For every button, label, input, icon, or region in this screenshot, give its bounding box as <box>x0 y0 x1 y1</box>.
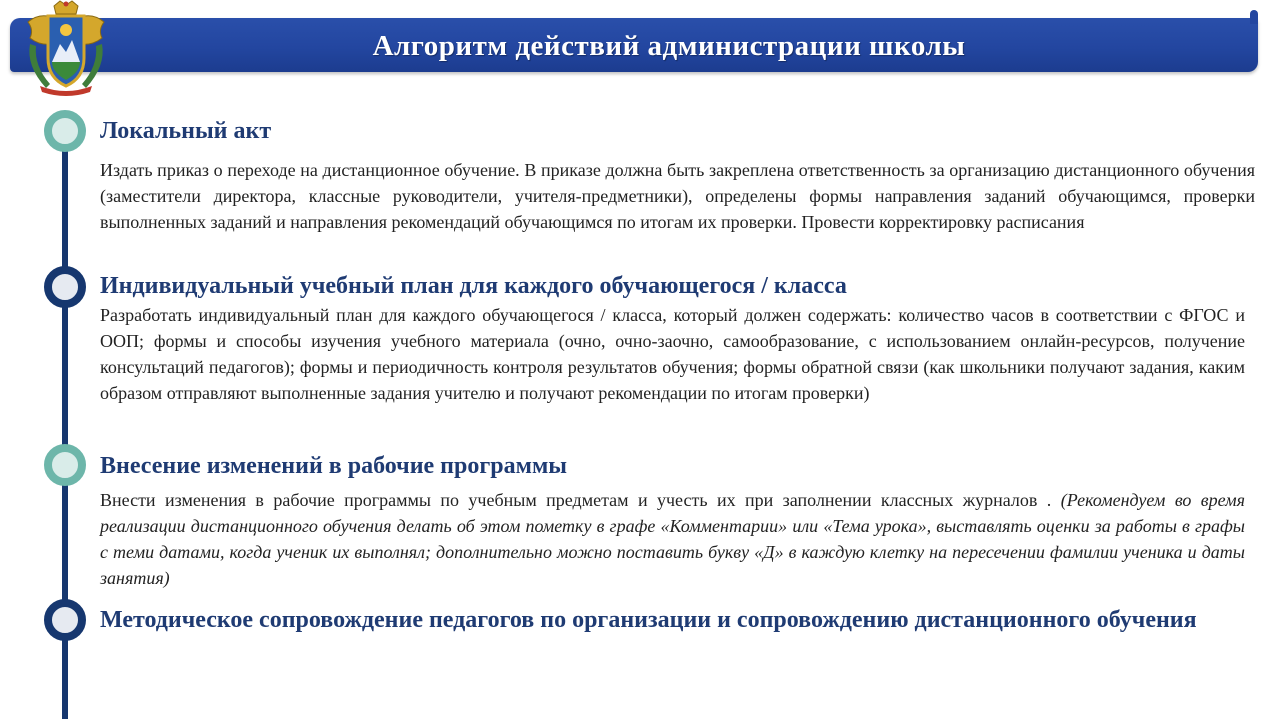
step-1-heading: Локальный акт <box>100 118 272 144</box>
step-3-heading: Внесение изменений в рабочие программы <box>100 453 568 479</box>
step-2-heading: Индивидуальный учебный план для каждого обучающегося / класса <box>100 273 847 299</box>
step-3-marker <box>44 444 86 486</box>
step-3-body <box>100 487 1245 591</box>
page-title: Алгоритм действий администрации школы <box>372 30 966 62</box>
coat-of-arms-emblem-icon <box>20 0 112 96</box>
title-bar <box>10 18 1258 72</box>
step-4-marker <box>44 599 86 641</box>
step-3-note: (Рекомендуем во время реализации дистанционного обучения делать об этом пометку в графе «Комментарии» или «Тема урока», выставлять оценки за работы в графы с теми датами, когда ученик их выполнял; дополнительно можно поставить букву «Д» в каждую клетку на пересечении фамилии ученика и даты занятия) <box>100 490 1246 588</box>
step-2-marker <box>44 266 86 308</box>
step-1-marker <box>44 110 86 152</box>
step-4-heading: Методическое сопровождение педагогов по организации и сопровождению дистанционного обучения <box>100 607 1197 633</box>
step-2-body: Разработать индивидуальный план для каждого обучающегося / класса, который должен содержать: количество часов в соответствии с ФГОС и ООП; формы и способы изучения учебного материала (очно, очно-заочно, самообразование, с использованием онлайн-ресурсов, получение консультаций педагогов); формы и периодичность контроля результатов обучения; формы обратной связи (как школьники получают задания, каким образом отправляют выполненные задания учителю и получают рекомендации по итогам проверки) <box>100 305 1245 403</box>
step-3-text: Внести изменения в рабочие программы по учебным предметам и учесть их при заполнении классных журналов . <box>100 490 1052 510</box>
step-1-body: Издать приказ о переходе на дистанционное обучение. В приказе должна быть закреплена ответственность за организацию дистанционного обучения (заместители директора, классные руководители, учителя-предметники), определены формы направления заданий обучающимся, проверки выполненных заданий и направления рекомендаций обучающимся по итогам их проверки. Провести корректировку расписания <box>100 160 1255 232</box>
